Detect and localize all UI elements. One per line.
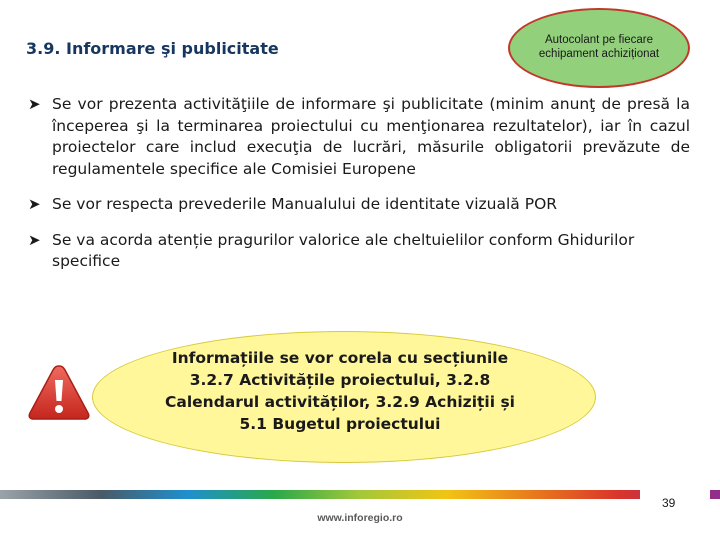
page-number: 39 <box>640 482 710 524</box>
slide-title: 3.9. Informare şi publicitate <box>26 39 279 58</box>
footer-website-link[interactable]: www.inforegio.ro <box>317 512 403 524</box>
list-item <box>28 230 690 273</box>
sticker-note-text: Autocolant pe fiecare echipament achiziționat <box>538 34 660 60</box>
list-item <box>28 94 690 180</box>
list-item-text: Se vor respecta prevederile Manualului de identitate vizuală POR <box>52 195 558 213</box>
list-item-text: Se va acorda atenție pragurilor valorice ale cheltuielilor conform Ghidurilor specifice <box>52 230 635 270</box>
list-item <box>28 194 690 216</box>
arrow-bullet-icon: ➤ <box>28 195 41 213</box>
warning-icon <box>27 363 91 421</box>
list-item-text: Se vor prezenta activităţiile de informare şi publicitate (minim anunţ de presă la începerea şi la terminarea proiectului cu menţionarea rezultatelor), iar în cazul proiectelor care includ execuţia de lucrări, măsurile obligatorii prevăzute de regulamentele specifice ale Comisiei Europene <box>52 95 690 178</box>
arrow-bullet-icon: ➤ <box>28 95 41 113</box>
sticker-note <box>508 8 690 88</box>
footer-color-bar <box>0 490 720 499</box>
arrow-bullet-icon: ➤ <box>28 230 41 249</box>
callout-text: Informațiile se vor corela cu secțiunile 3.2.7 Activitățile proiectului, 3.2.8 Calendarul activităților, 3.2.9 Achiziții și 5.1 Bugetul proiectului <box>165 349 515 433</box>
bullet-list <box>28 94 690 287</box>
